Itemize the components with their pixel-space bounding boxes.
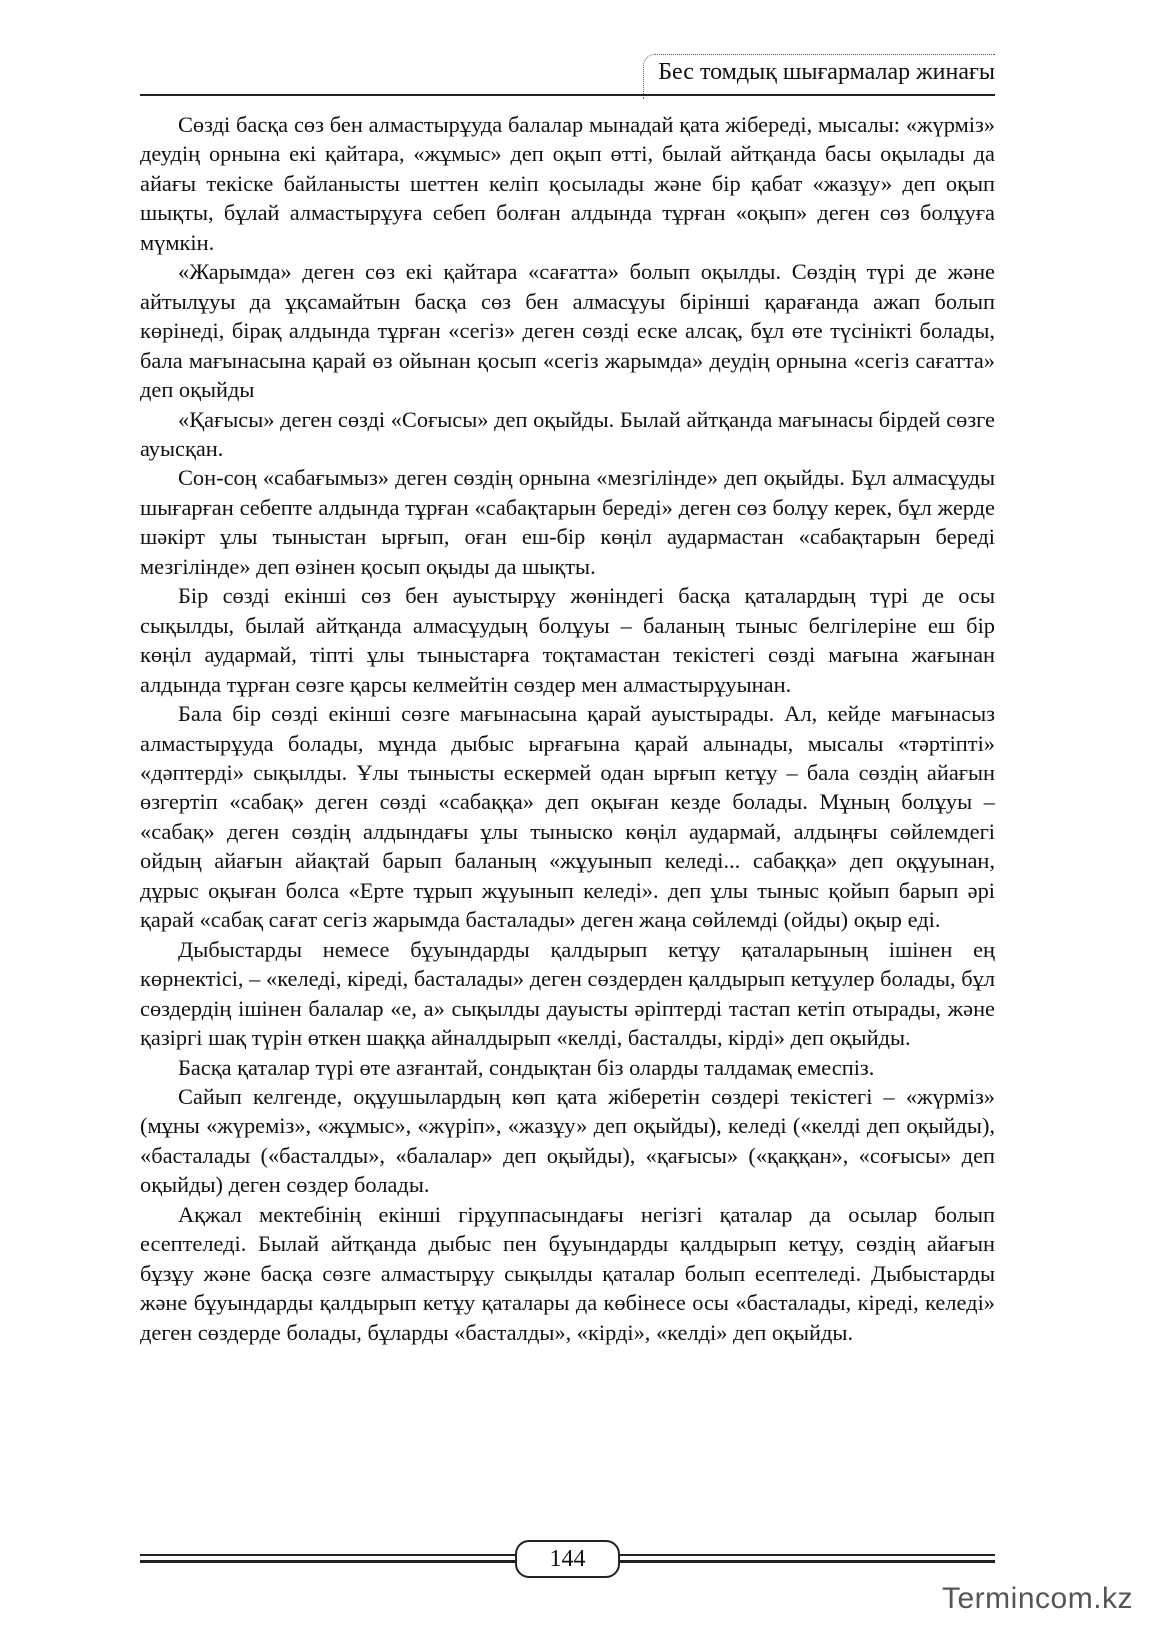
footer-rule bbox=[140, 1554, 515, 1556]
footer-rule bbox=[140, 1560, 515, 1563]
page-number: 144 bbox=[515, 1540, 620, 1578]
site-watermark: Termincom.kz bbox=[942, 1582, 1134, 1615]
footer-rule bbox=[620, 1554, 995, 1556]
paragraph: Дыбыстарды немесе бұуындарды қалдырып кетұу қаталарының ішінен ең көрнектісі, – «келеді, кіреді, басталады» деген сөздерден қалдырып кетұулер болады, бұл сөздердің ішінен балалар «е, а» сықылды дауысты әріптерді тастап кетіп отырады, және қазіргі шақ түрін өткен шаққа айналдырып «келді, басталды, кірді» деп оқыйды. bbox=[140, 936, 995, 1051]
paragraph: Сайып келгенде, оқұушылардың көп қата жіберетін сөздері текістегі – «жүрміз» (мұны «жүреміз», «жұмыс», «жүріп», «жазұу» деп оқыйды), келеді («келді деп оқыйды), «басталады («басталды», «балалар» деп оқыйды), «қағысы» («қаққан», «соғысы» деп оқыйды) деген сөздер болады. bbox=[140, 1083, 995, 1198]
footer-rule bbox=[620, 1560, 995, 1563]
body-text bbox=[140, 110, 995, 1347]
paragraph: «Қағысы» деген сөзді «Соғысы» деп оқыйды. Былай айтқанда мағынасы бірдей сөзге ауысқан. bbox=[140, 406, 995, 461]
page-footer bbox=[140, 1540, 995, 1584]
paragraph: Сон-соң «сабағымыз» деген сөздің орнына «мезгілінде» деп оқыйды. Бұл алмасұуды шығарған себепте алдында тұрған «сабақтарын береді» деген сөз болұу керек, бұл жерде шәкірт ұлы тыныстан ырғып, оған еш-бір көңіл аудармастан «сабақтарын береді мезгілінде» деп өзінен қосып оқыды да шықты. bbox=[140, 465, 995, 579]
paragraph: Бір сөзді екінші сөз бен ауыстырұу жөніндегі басқа қаталардың түрі де осы сықылды, былай айтқанда алмасұудың болұуы – баланың тыныс белгілеріне еш бір көңіл аудармай, тіпті ұлы тыныстарға тоқтамастан текістегі сөзді мағына жағынан алдында тұрған сөзге қарсы келмейтін сөздер мен алмастырұуынан. bbox=[140, 583, 995, 697]
paragraph: Ақжал мектебінің екінші гірұуппасындағы негізгі қаталар да осылар болып есептеледі. Былай айтқанда дыбыс пен бұуындарды қалдырып кетұу, сөздің айағын бұзұу және басқа сөзге алмастырұу сықылды қаталар болып есептеледі. Дыбыстарды және бұуындарды қалдырып кетұу қаталары да көбінесе осы «басталады, кіреді, келеді» деген сөздерде болады, бұларды «басталды», «кірді», «келді» деп оқыйды. bbox=[140, 1201, 995, 1345]
header-rule bbox=[140, 94, 995, 96]
book-title: Бес томдық шығармалар жинағы bbox=[643, 54, 995, 99]
running-header bbox=[140, 52, 995, 96]
paragraph: Сөзді басқа сөз бен алмастырұуда балалар мынадай қата жібереді, мысалы: «жүрміз» деудің орнына екі қайтара, «жұмыс» деп оқып өтті, былай айтқанда басы оқылады да айағы текіске байланысты шеттен келіп қосылады және бір қабат «жазұу» деп оқып шықты, бұлай алмастырұуға себеп болған алдында тұрған «оқып» деген сөз болұуға мүмкін. bbox=[140, 112, 995, 255]
paragraph: «Жарымда» деген сөз екі қайтара «сағатта» болып оқылды. Сөздің түрі де және айтылұуы да ұқсамайтын басқа сөз бен алмасұуы бірінші қарағанда ажап болып көрінеді, бірақ алдында тұрған «сегіз» деген сөзді еске алсақ, бұл өте түсінікті болады, бала мағынасына қарай өз ойынан қосып «сегіз жарымда» деудің орнына «сегіз сағатта» деп оқыйды bbox=[140, 259, 995, 403]
paragraph: Басқа қаталар түрі өте азғантай, сондықтан біз оларды талдамақ емеспіз. bbox=[178, 1054, 875, 1080]
paragraph: Бала бір сөзді екінші сөзге мағынасына қарай ауыстырады. Ал, кейде мағынасыз алмастырұуда болады, мұнда дыбыс ырғағына қарай алынады, мысалы «тәртіпті» «дәптерді» сықылды. Ұлы тынысты ескермей одан ырғып кетұу – бала сөздің айағын өзгертіп «сабақ» деген сөзді «сабаққа» деп оқыған кезде болады. Мұның болұуы – «сабақ» деген сөздің алдындағы ұлы тыныско көңіл аудармай, алдыңғы сөйлемдегі ойдың айағын айақтай барып баланың «жұуынып келеді... сабаққа» деп оқұуынан, дұрыс оқыған болса «Ерте тұрып жұуынып келеді». деп ұлы тыныс қойып барып әрі қарай «сабақ сағат сегіз жарымда басталады» деген жаңа сөйлемді (ойды) оқыр еді. bbox=[140, 701, 995, 933]
